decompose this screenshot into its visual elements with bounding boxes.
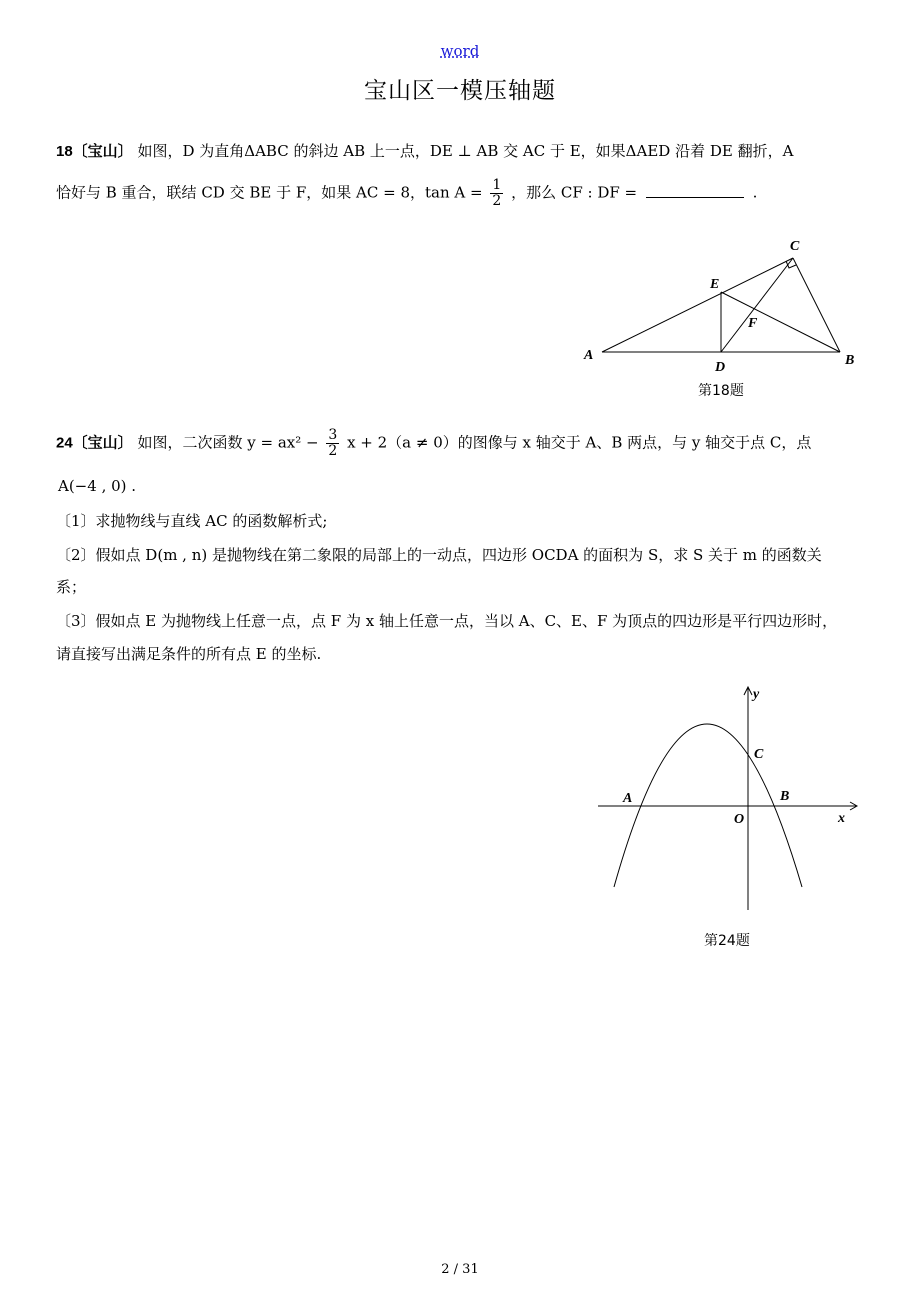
page-number: 2 / 31 bbox=[441, 1262, 479, 1277]
fraction-numerator: 1 bbox=[492, 177, 502, 193]
axis-label-x: x bbox=[838, 811, 845, 826]
figure-18-caption: 第18题 bbox=[698, 383, 744, 399]
point-label-B: B bbox=[780, 789, 790, 804]
header-link[interactable]: word bbox=[440, 42, 480, 60]
point-label-A: A bbox=[584, 348, 594, 363]
problem-18-label: 18〔宝山〕 bbox=[56, 143, 133, 160]
point-label-A: A bbox=[623, 791, 633, 806]
problem-24-label: 24〔宝山〕 bbox=[56, 434, 133, 452]
problem-18-text-2: 恰好与 B 重合，联结 CD 交 BE 于 F，如果 AC = 8，tan A = bbox=[56, 183, 483, 202]
problem-24-text-2: x + 2（a ≠ 0）的图像与 x 轴交于 A、B 两点，与 y 轴交于点 C，点 bbox=[347, 433, 812, 452]
figure-24-caption: 第24题 bbox=[704, 933, 750, 949]
problem-24-question-3-cont: 请直接写出满足条件的所有点 E 的坐标. bbox=[56, 645, 322, 663]
problem-18-text-3: ，那么 CF : DF = bbox=[511, 183, 638, 202]
point-label-C: C bbox=[754, 747, 764, 762]
problem-18-period: . bbox=[752, 183, 758, 202]
page-title: 宝山区一模压轴题 bbox=[364, 78, 556, 104]
fraction-denominator: 2 bbox=[328, 443, 338, 459]
point-label-F: F bbox=[748, 316, 758, 331]
problem-24-question-1: 〔1〕求抛物线与直线 AC 的函数解析式; bbox=[56, 512, 328, 530]
problem-24-question-3: 〔3〕假如点 E 为抛物线上任意一点，点 F 为 x 轴上任意一点，当以 A、C、E、F 为顶点的四边形是平行四边形时， bbox=[56, 612, 838, 630]
point-label-D: D bbox=[715, 360, 726, 375]
problem-24-line-2: A(−4 , 0) . bbox=[58, 477, 137, 495]
point-label-C: C bbox=[790, 239, 800, 254]
problem-24-question-2-cont: 系； bbox=[56, 578, 87, 596]
axis-label-y: y bbox=[753, 687, 760, 702]
point-label-E: E bbox=[710, 277, 720, 292]
fraction-denominator: 2 bbox=[492, 193, 502, 209]
problem-18-text-1: 如图，D 为直角ΔABC 的斜边 AB 上一点，DE ⊥ AB 交 AC 于 E，如果ΔAED 沿着 DE 翻折，A bbox=[137, 142, 794, 160]
point-label-B: B bbox=[845, 353, 855, 368]
fraction-numerator: 3 bbox=[328, 427, 338, 443]
problem-24-text-1: 如图，二次函数 y = ax² − bbox=[137, 433, 319, 452]
point-label-O: O bbox=[734, 812, 745, 827]
problem-24-question-2: 〔2〕假如点 D(m , n) 是抛物线在第二象限的局部上的一动点，四边形 OCDA 的面积为 S，求 S 关于 m 的函数关 bbox=[56, 546, 822, 564]
